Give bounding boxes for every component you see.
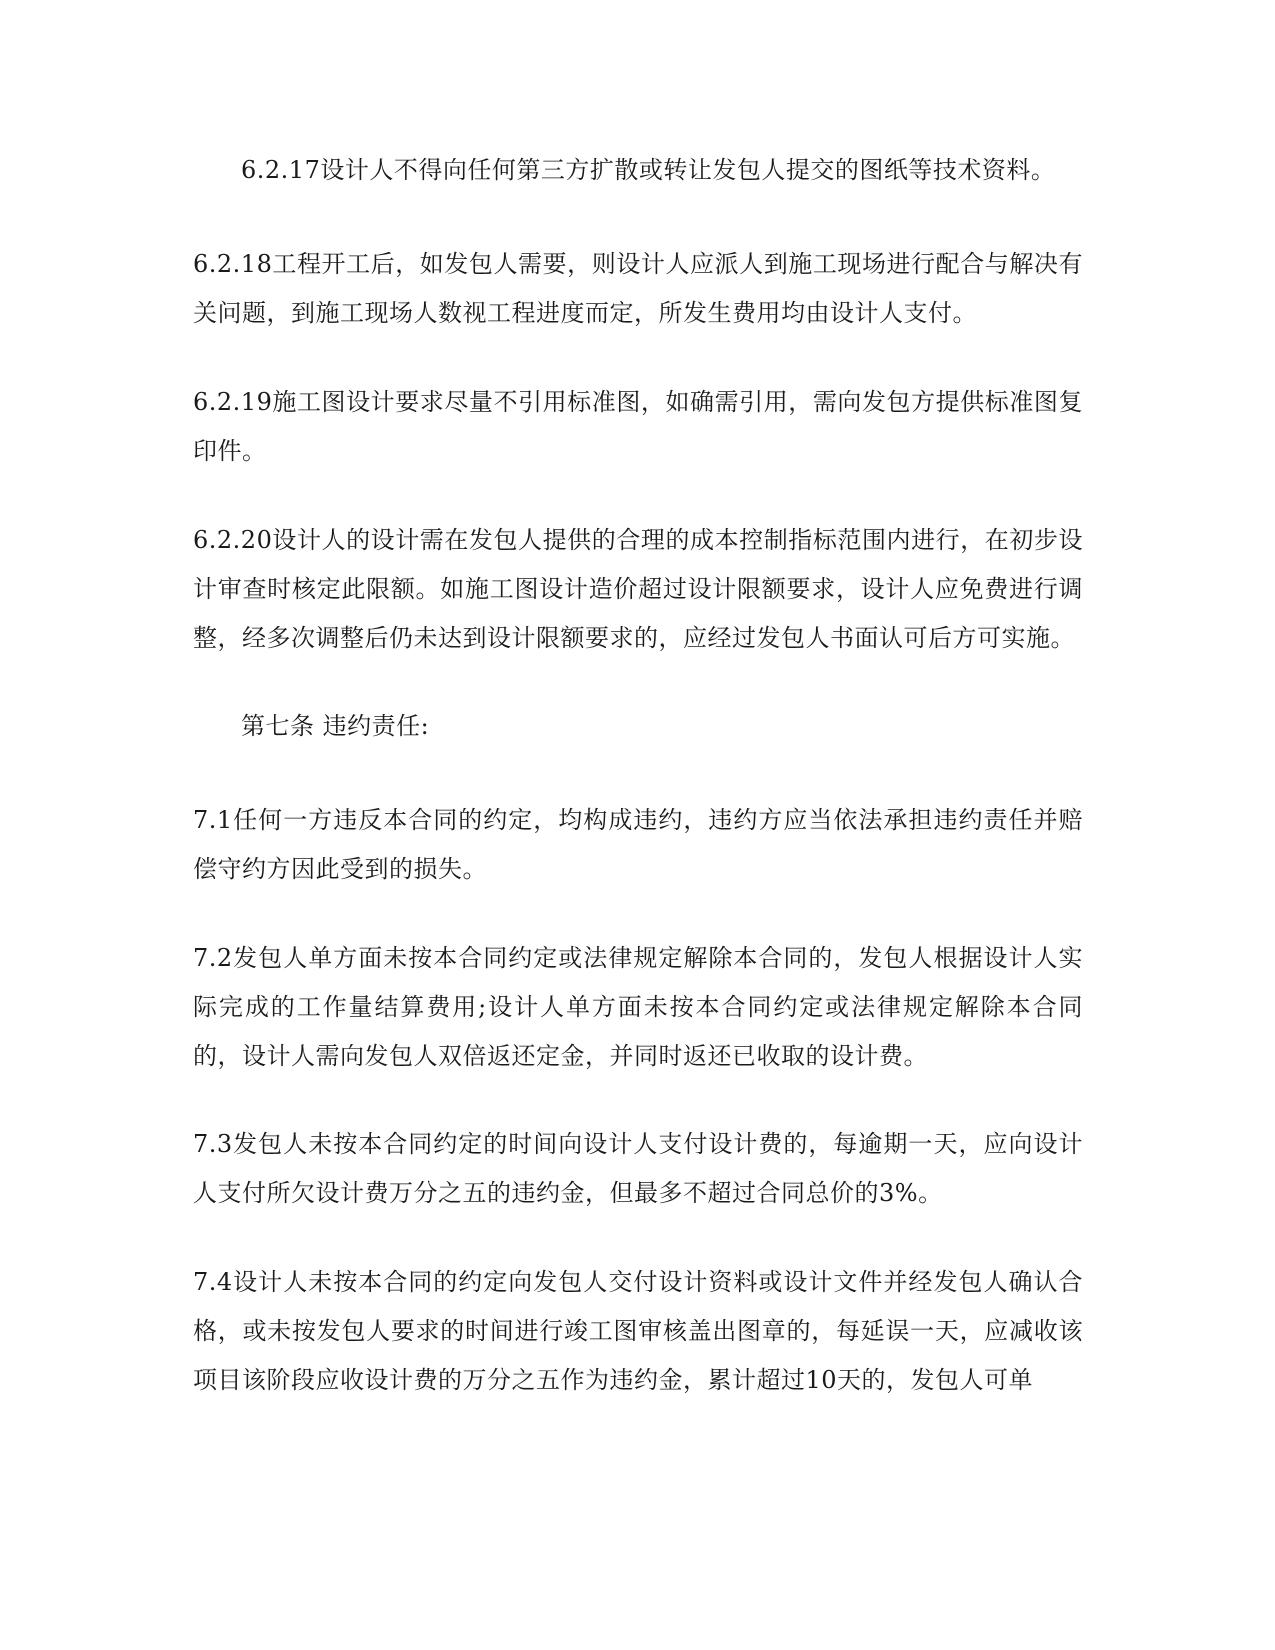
clause-7-2: 7.2发包人单方面未按本合同约定或法律规定解除本合同的，发包人根据设计人实际完成的工作量结算费用;设计人单方面未按本合同约定或法律规定解除本合同的，设计人需向发包人双倍返还定金，并同时返还已收取的设计费。 — [193, 944, 1083, 1070]
article-7-heading: 第七条 违约责任: — [241, 712, 430, 740]
clause-7-4: 7.4设计人未按本合同的约定向发包人交付设计资料或设计文件并经发包人确认合格，或未按发包人要求的时间进行竣工图审核盖出图章的，每延误一天，应减收该项目该阶段应收设计费的万分之五作为违约金，累计超过10天的，发包人可单 — [193, 1268, 1083, 1394]
clause-6-2-19: 6.2.19施工图设计要求尽量不引用标准图，如确需引用，需向发包方提供标准图复印件。 — [193, 388, 1083, 465]
clause-7-1: 7.1任何一方违反本合同的约定，均构成违约，违约方应当依法承担违约责任并赔偿守约方因此受到的损失。 — [193, 806, 1083, 883]
clause-6-2-18: 6.2.18工程开工后，如发包人需要，则设计人应派人到施工现场进行配合与解决有关问题，到施工现场人数视工程进度而定，所发生费用均由设计人支付。 — [193, 250, 1083, 327]
clause-6-2-17: 6.2.17设计人不得向任何第三方扩散或转让发包人提交的图纸等技术资料。 — [241, 156, 1056, 184]
clause-6-2-20: 6.2.20设计人的设计需在发包人提供的合理的成本控制指标范围内进行，在初步设计审查时核定此限额。如施工图设计造价超过设计限额要求，设计人应免费进行调整，经多次调整后仍未达到设计限额要求的，应经过发包人书面认可后方可实施。 — [193, 526, 1083, 652]
clause-7-3: 7.3发包人未按本合同约定的时间向设计人支付设计费的，每逾期一天，应向设计人支付所欠设计费万分之五的违约金，但最多不超过合同总价的3%。 — [193, 1130, 1083, 1207]
